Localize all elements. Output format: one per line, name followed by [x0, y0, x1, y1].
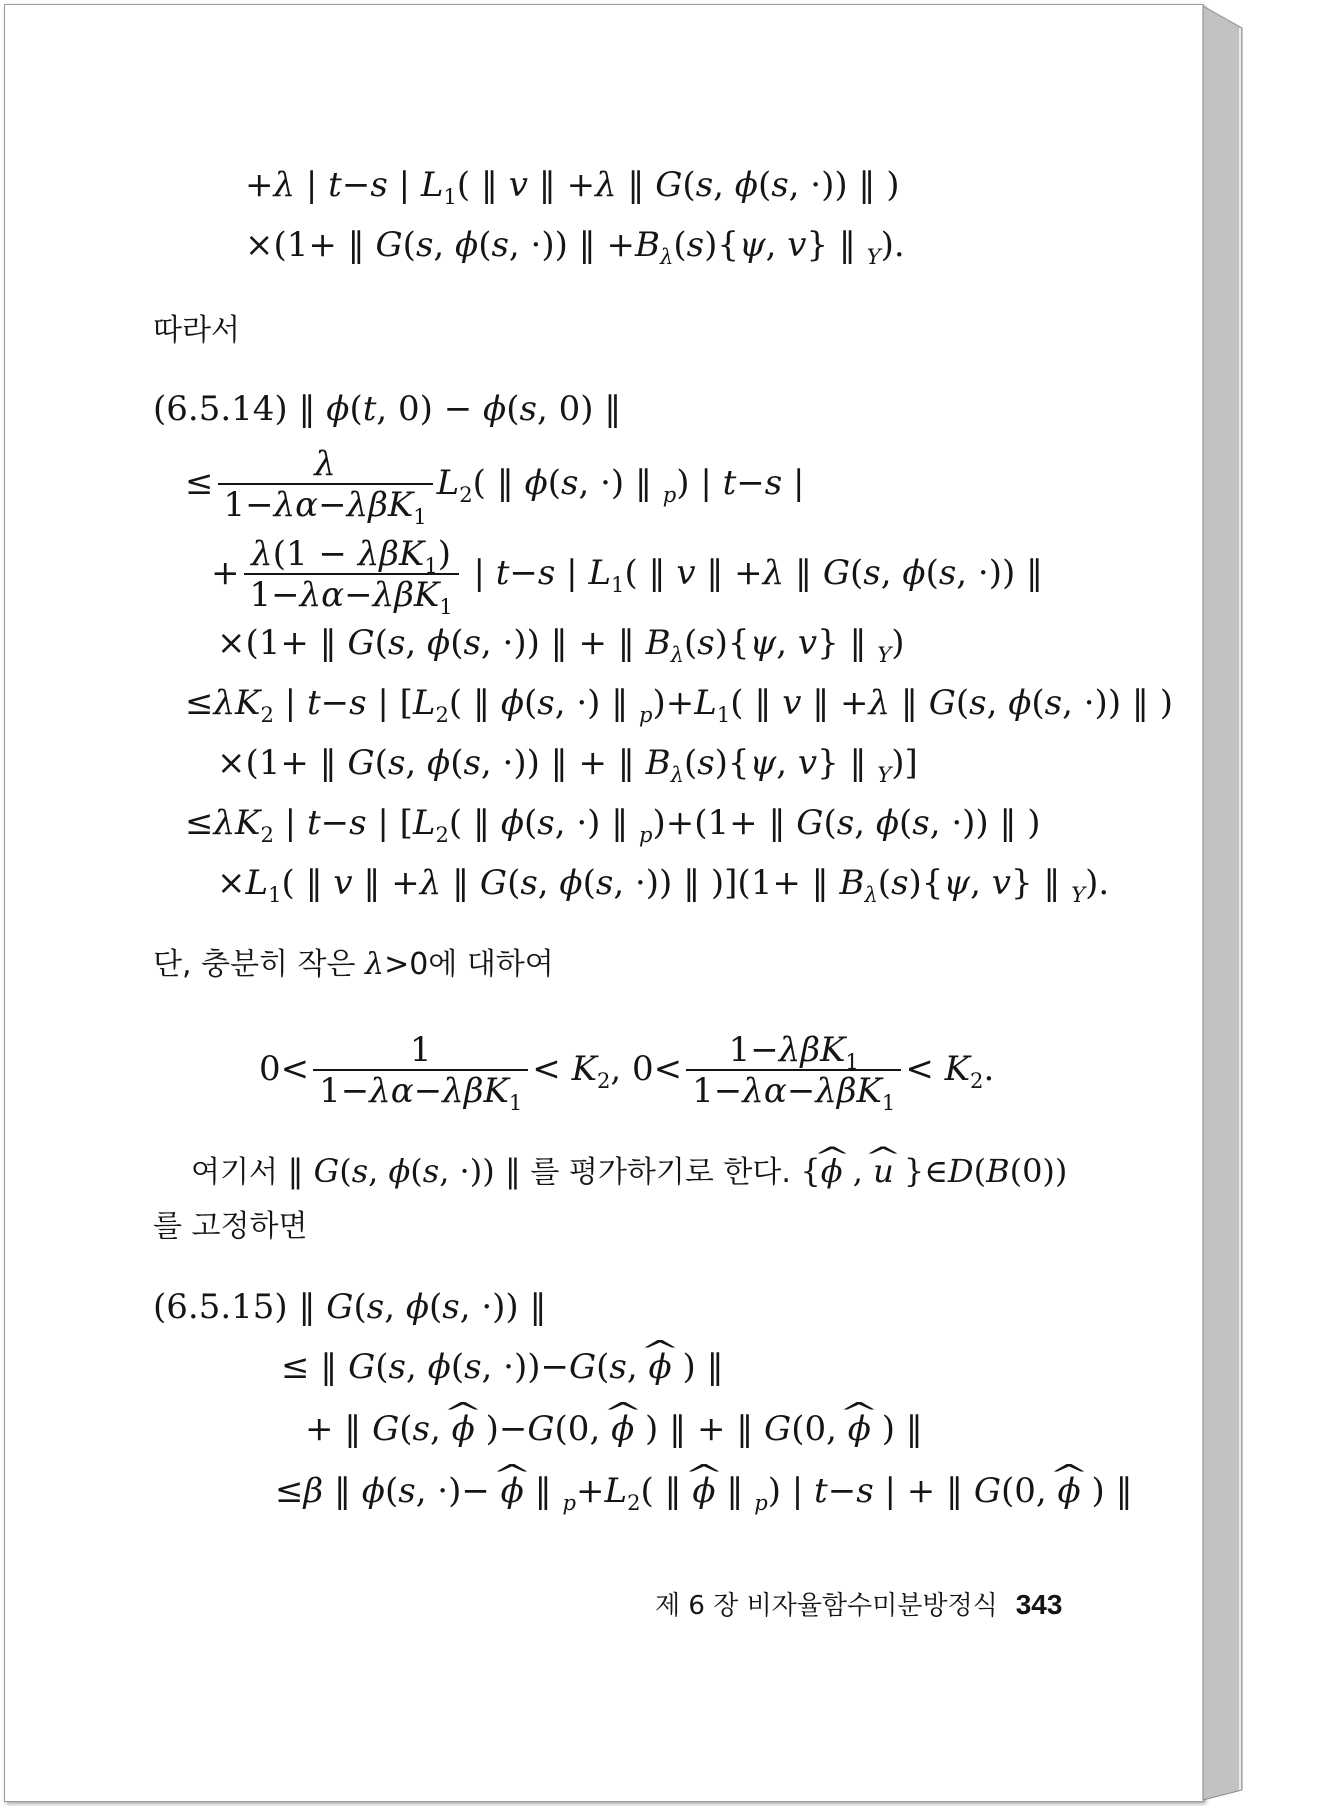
equation-line: 0< $\frac{1}{1-\lambda\alpha-\lambda\beta K_1}$ < $K_2$, 0< $\frac{1-\lambda\beta K_1}{1-\lambda\alpha-\lambda\beta K_1}$ < $K_2$.	[259, 1030, 995, 1115]
paragraph-text: 를 고정하면	[153, 1209, 308, 1244]
equation-line: ×(1+ ‖ G(s, ϕ(s, ·)) ‖ + ‖ $B_\lambda(s)\{\psi$, v} ‖ $_Y$)	[217, 623, 905, 667]
equation-line: (6.5.14) ‖ ϕ(t, 0) − ϕ(s, 0) ‖	[153, 389, 622, 429]
equation-line: $\le\lambda K_2$ | t−s | [$L_2$( ‖ ϕ(s, ·) ‖ $_p$)+(1+ ‖ G(s, ϕ(s, ·)) ‖ )	[185, 803, 1041, 847]
equation-line: ≤ ‖ G(s, ϕ(s, ·))−G(s, ^ ϕ ) ‖	[281, 1347, 724, 1387]
equation-line: $\le\lambda K_2$ | t−s | [$L_2$( ‖ ϕ(s, ·) ‖ $_p)+L_1$( ‖ v ‖ +λ ‖ G(s, ϕ(s, ·)) ‖ )	[185, 683, 1173, 727]
equation-number: (6.5.15)	[153, 1287, 288, 1327]
equation-number: (6.5.14)	[153, 389, 288, 429]
equation-line: $\times L_1$( ‖ v ‖ +λ ‖ G(s, ϕ(s, ·)) ‖ )](1+ ‖ $B_\lambda(s)\{\psi$, v} ‖ $_Y$).	[217, 863, 1110, 907]
equation-line: ≤β ‖ ϕ(s, ·)− ^ ϕ ‖ $_p+L_2$( ‖ ^ ϕ ‖ $_p$) | t−s | + ‖ G(0, ^ ϕ ) ‖	[275, 1471, 1133, 1511]
equation-line: ×(1+ ‖ G(s, ϕ(s, ·)) ‖ $+B_\lambda(s)\{\psi$, v} ‖ $_Y$).	[245, 225, 905, 269]
equation-line: ≤ $\frac{\lambda}{1-\lambda\alpha-\lambda\beta K_1}$ $L_2$( ‖ ϕ(s, ·) ‖ $_p$) | t−s |	[185, 444, 805, 529]
equation-line: (6.5.15) ‖ G(s, ϕ(s, ·)) ‖	[153, 1287, 547, 1327]
paragraph-text: 여기서 ‖ G(s, ϕ(s, ·)) ‖ 를 평가하기로 한다. {^ ϕ , ^ u }∈D(B(0))	[191, 1151, 1067, 1193]
fraction: $\frac{\lambda(1 - \lambda\beta K_1)}{1-\lambda\alpha-\lambda\beta K_1}$	[244, 535, 459, 615]
page-number: 343	[1015, 1589, 1063, 1620]
equation-line: ×(1+ ‖ G(s, ϕ(s, ·)) ‖ + ‖ $B_\lambda(s)\{\psi$, v} ‖ $_Y$)]	[217, 743, 918, 787]
fraction: $\frac{\lambda}{1-\lambda\alpha-\lambda\beta K_1}$	[218, 445, 433, 525]
paragraph-text: 단, 충분히 작은 λ>0에 대하여	[153, 947, 554, 982]
equation-line: +λ | t−s | $L_1$( ‖ v ‖ +λ ‖ G(s, ϕ(s, ·)) ‖ )	[245, 165, 900, 209]
equation-line: + ‖ G(s, ^ ϕ )−G(0, ^ ϕ ) ‖ + ‖ G(0, ^ ϕ ) ‖	[305, 1409, 923, 1449]
fraction: $\frac{1-\lambda\beta K_1}{1-\lambda\alpha-\lambda\beta K_1}$	[686, 1031, 901, 1111]
fraction: $\frac{1}{1-\lambda\alpha-\lambda\beta K_1}$	[313, 1031, 528, 1111]
equation-line: + $\frac{\lambda(1 - \lambda\beta K_1)}{1-\lambda\alpha-\lambda\beta K_1}$ | t−s | $L_1$( ‖ v ‖ +λ ‖ G(s, ϕ(s, ·)) ‖	[211, 534, 1044, 619]
paragraph-text: 따라서	[153, 313, 240, 348]
chapter-title: 제 6 장 비자율함수미분방정식	[655, 1591, 998, 1621]
